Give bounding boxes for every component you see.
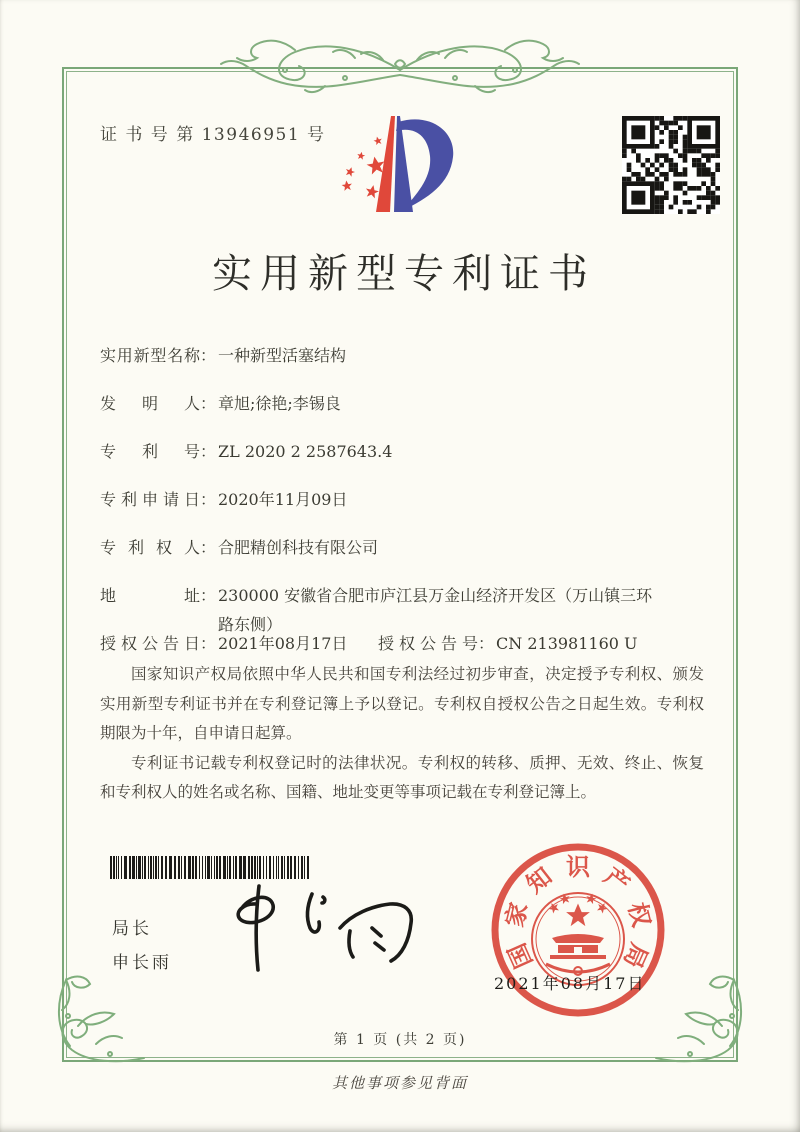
field-value: ZL 2020 2 2587643.4: [218, 442, 393, 461]
field-row-address: 地址 ： 230000 安徽省合肥市庐江县万金山经济开发区（万山镇三环路东侧）: [100, 581, 658, 639]
field-row-grant-date: 授权公告日 ： 2021年08月17日: [100, 629, 658, 658]
back-side-note: 其他事项参见背面: [331, 1074, 468, 1092]
field-row-patentee: 专利权人 ： 合肥精创科技有限公司: [100, 533, 658, 562]
field-row-name: 实用新型名称 ： 一种新型活塞结构: [100, 341, 658, 370]
svg-text:产: 产: [598, 861, 636, 899]
official-seal-icon: [488, 842, 668, 1022]
svg-text:权: 权: [622, 899, 657, 930]
dragon-flourish-ornament-icon: [145, 20, 655, 105]
field-row-filing-date: 专利申请日 ： 2020年11月09日: [100, 485, 658, 514]
certificate-title: 实用新型专利证书: [212, 251, 596, 297]
svg-text:家: 家: [499, 899, 534, 930]
svg-text:国: 国: [501, 938, 539, 973]
floral-corner-ornament-icon: [652, 966, 752, 1066]
field-value: CN 213981160 U: [496, 634, 638, 653]
field-value: 2021年08月17日: [218, 634, 348, 653]
qr-code: [622, 116, 720, 214]
field-label: 授权公告日: [100, 634, 200, 653]
field-label: 专利申请日: [100, 490, 200, 509]
legal-paragraph: 专利证书记载专利权登记时的法律状况。专利权的转移、质押、无效、终止、恢复和专利权人的姓名或名称、国籍、地址变更等事项记载在专利登记簿上。: [100, 753, 704, 801]
field-value: 2020年11月09日: [218, 490, 348, 509]
legal-paragraph: 国家知识产权局依照中华人民共和国专利法经过初步审查，决定授予专利权、颁发实用新型专利证书并在专利登记簿上予以登记。专利权自授权公告之日起生效。专利权期限为十年，自申请日起算。: [100, 665, 704, 742]
cnipa-logo-icon: [336, 110, 468, 228]
signer-name: 申长雨: [112, 953, 172, 973]
field-label: 专利权人: [100, 538, 200, 557]
field-row-grant-number: 授权公告号 ： CN 213981160 U: [378, 629, 638, 658]
field-label: 地址: [100, 586, 200, 605]
field-value: 合肥精创科技有限公司: [218, 538, 379, 557]
signer-title: 局长: [112, 919, 152, 939]
floral-corner-ornament-icon: [48, 966, 148, 1066]
handwritten-signature-icon: [222, 876, 427, 984]
field-label: 专利号: [100, 442, 200, 461]
field-label: 实用新型名称: [100, 346, 200, 365]
legal-text-block: [100, 660, 704, 808]
field-row-inventor: 发明人 ： 章旭;徐艳;李锡良: [100, 389, 658, 418]
svg-text:知: 知: [520, 861, 558, 899]
field-row-patent-number: 专利号 ： ZL 2020 2 2587643.4: [100, 437, 658, 466]
field-label: 发明人: [100, 394, 200, 413]
svg-text:局: 局: [617, 938, 655, 973]
field-value: 一种新型活塞结构: [218, 346, 347, 365]
certificate-number: 证 书 号 第 13946951 号: [100, 125, 326, 145]
seal-date: 2021年08月17日: [494, 974, 646, 993]
page-number: 第 1 页 (共 2 页): [333, 1032, 467, 1048]
field-value: 章旭;徐艳;李锡良: [218, 394, 341, 413]
field-value: 230000 安徽省合肥市庐江县万金山经济开发区（万山镇三环路东侧）: [218, 586, 653, 634]
field-label: 授权公告号: [378, 634, 478, 653]
svg-text:识: 识: [566, 852, 590, 881]
